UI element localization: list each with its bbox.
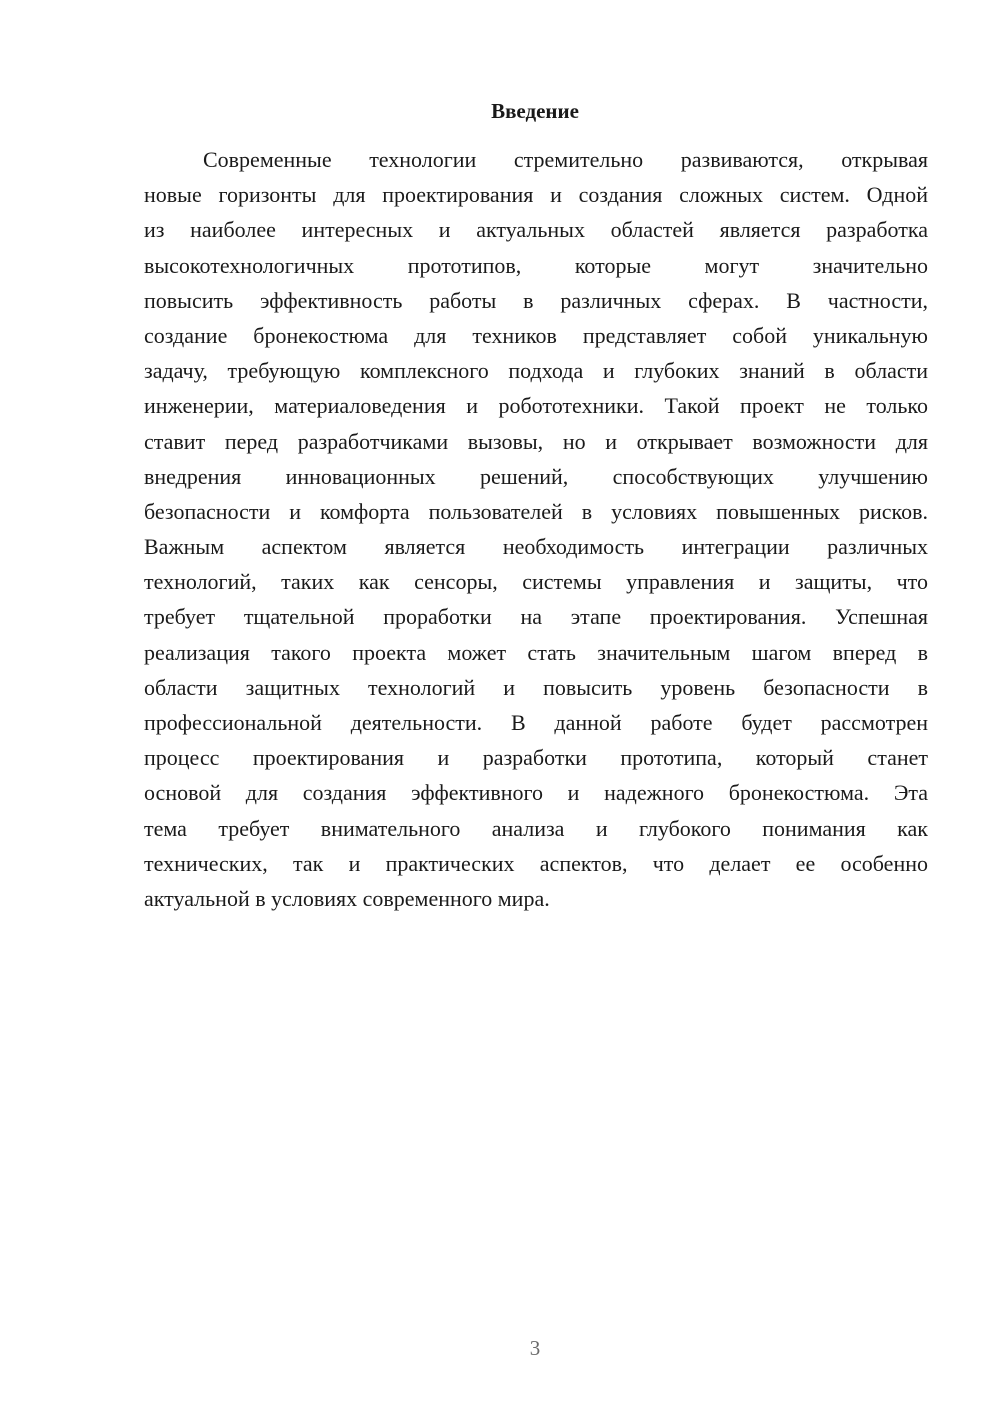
paragraph-line: высокотехнологичных прототипов, которые могут значительно	[144, 252, 928, 278]
paragraph-line: тема требует внимательного анализа и глубокого понимания как	[144, 815, 928, 841]
section-heading: Введение	[491, 99, 579, 123]
page-number: 3	[529, 1336, 541, 1360]
paragraph-line: области защитных технологий и повысить уровень безопасности в	[144, 674, 928, 700]
paragraph-line: внедрения инновационных решений, способствующих улучшению	[144, 463, 928, 489]
paragraph-line: технологий, таких как сенсоры, системы управления и защиты, что	[144, 569, 928, 595]
paragraph-line: повысить эффективность работы в различных сферах. В частности,	[144, 287, 928, 313]
paragraph-line: задачу, требующую комплексного подхода и глубоких знаний в области	[144, 358, 928, 384]
paragraph-line: ставит перед разработчиками вызовы, но и открывает возможности для	[144, 428, 928, 454]
paragraph-line: из наиболее интересных и актуальных областей является разработка	[144, 217, 928, 243]
paragraph-line: актуальной в условиях современного мира.	[144, 885, 550, 911]
paragraph-line: Важным аспектом является необходимость интеграции различных	[144, 534, 928, 560]
body-paragraph	[144, 142, 928, 916]
paragraph-line: процесс проектирования и разработки прототипа, который станет	[144, 745, 928, 771]
paragraph-line: новые горизонты для проектирования и создания сложных систем. Одной	[144, 182, 928, 208]
paragraph-line: инженерии, материаловедения и робототехники. Такой проект не только	[144, 393, 928, 419]
paragraph-line: безопасности и комфорта пользователей в условиях повышенных рисков.	[144, 498, 928, 524]
paragraph-line: профессиональной деятельности. В данной работе будет рассмотрен	[144, 710, 928, 735]
paragraph-line: реализация такого проекта может стать значительным шагом вперед в	[144, 639, 928, 665]
paragraph-line: создание бронекостюма для техников представляет собой уникальную	[144, 322, 928, 348]
paragraph-line: основой для создания эффективного и надежного бронекостюма. Эта	[144, 780, 928, 806]
paragraph-line: технических, так и практических аспектов, что делает ее особенно	[144, 850, 928, 876]
paragraph-line: Современные технологии стремительно развиваются, открывая	[203, 147, 928, 172]
paragraph-line: требует тщательной проработки на этапе проектирования. Успешная	[144, 604, 928, 630]
